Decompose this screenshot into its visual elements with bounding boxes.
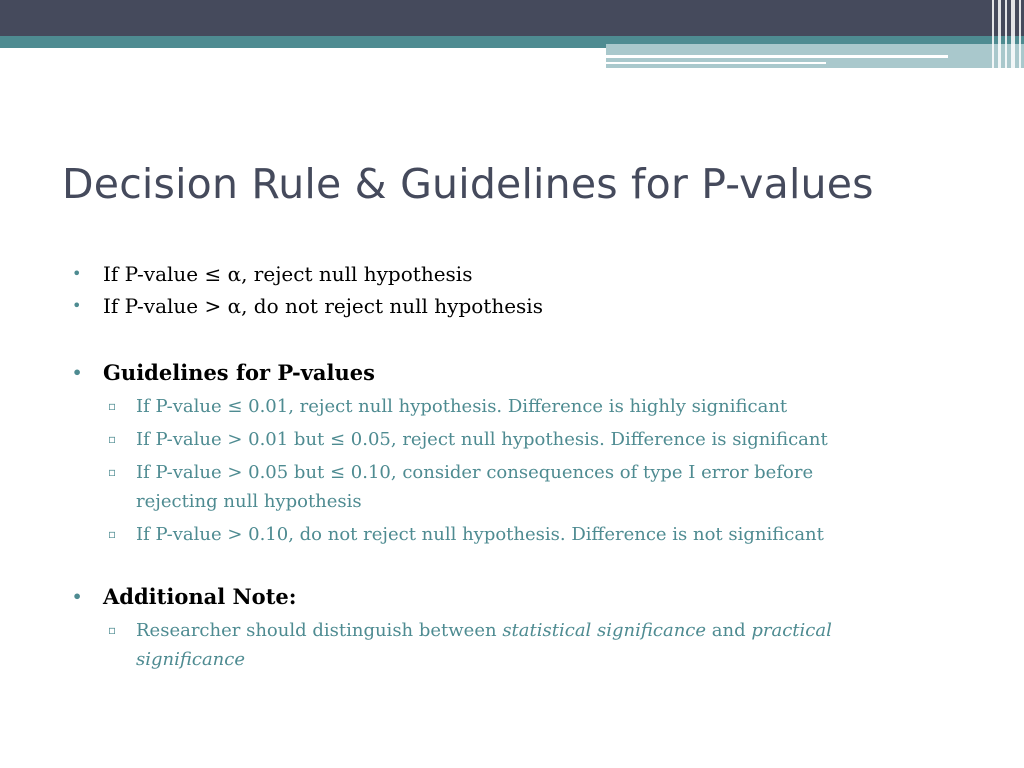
- bullet-icon: •: [72, 296, 82, 315]
- note-italic-1: statistical significance: [502, 620, 707, 641]
- note-italic-3: significance: [136, 649, 246, 670]
- header-band-dark: [0, 0, 1024, 36]
- bullet-icon: •: [72, 264, 82, 283]
- guideline-item: [72, 520, 972, 549]
- sub-bullet-icon: ▫: [108, 623, 117, 637]
- spacer: [72, 549, 972, 581]
- guideline-item: [72, 425, 972, 454]
- spacer: [72, 322, 972, 357]
- note-heading: [72, 581, 972, 613]
- bullet-icon: •: [72, 363, 83, 382]
- bullet-icon: •: [72, 587, 83, 606]
- guideline-text: If P-value > 0.01 but ≤ 0.05, reject null hypothesis. Difference is significant: [136, 429, 828, 450]
- bullet-item: [72, 290, 972, 322]
- bullet-item: [72, 258, 972, 290]
- guideline-text: If P-value ≤ 0.01, reject null hypothesis. Difference is highly significant: [136, 396, 788, 417]
- sub-bullet-icon: ▫: [108, 527, 117, 541]
- guideline-item: [72, 458, 972, 516]
- slide-title: Decision Rule & Guidelines for P-values: [62, 160, 874, 208]
- guidelines-heading-text: Guidelines for P-values: [103, 360, 375, 385]
- note-text-1: Researcher should distinguish between: [136, 620, 503, 641]
- header-stripes: [990, 0, 1024, 68]
- guideline-item: [72, 392, 972, 421]
- guideline-text: If P-value > 0.05 but ≤ 0.10, consider consequences of type I error before: [136, 462, 814, 483]
- guideline-text-continued: rejecting null hypothesis: [136, 491, 362, 512]
- header-line-white-1: [606, 55, 948, 58]
- slide-content: [72, 258, 972, 674]
- sub-bullet-icon: ▫: [108, 399, 117, 413]
- bullet-text: If P-value ≤ α, reject null hypothesis: [103, 262, 473, 286]
- note-item: [72, 616, 972, 674]
- note-text-2: and: [706, 620, 752, 641]
- bullet-text: If P-value > α, do not reject null hypothesis: [103, 294, 543, 318]
- sub-bullet-icon: ▫: [108, 465, 117, 479]
- guidelines-heading: [72, 357, 972, 389]
- guideline-text: If P-value > 0.10, do not reject null hypothesis. Difference is not significant: [136, 524, 824, 545]
- note-italic-2: practical: [751, 620, 832, 641]
- header-line-white-2: [606, 62, 826, 64]
- note-heading-text: Additional Note:: [103, 584, 297, 609]
- sub-bullet-icon: ▫: [108, 432, 117, 446]
